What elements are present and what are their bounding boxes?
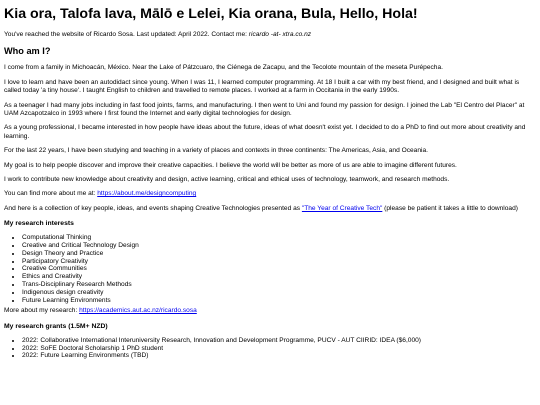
page-title: Kia ora, Talofa lava, Mālō e Lelei, Kia orana, Bula, Hello, Hola! xyxy=(4,6,418,22)
creative-tech-text: And here is a collection of key people, ideas, and events shaping Creative Technologies presented as xyxy=(4,204,302,212)
contact-email: ricardo -at- xtra.co.nz xyxy=(248,31,312,38)
list-item: • Design Theory and Practice xyxy=(22,250,536,258)
about-me-link[interactable]: https://about.me/designcomputing xyxy=(97,190,197,198)
list-item: • 2022: Future Learning Environments (TBD) xyxy=(22,352,536,360)
more-research-text: More about my research: xyxy=(4,307,80,315)
intro-text: You've reached the website of Ricardo Sosa. Last updated: April 2022. Contact me: xyxy=(4,31,249,38)
list-item: • Ethics and Creativity xyxy=(22,273,536,281)
list-item: • Trans-Disciplinary Research Methods xyxy=(22,281,536,289)
list-item: • Future Learning Environments xyxy=(22,297,536,305)
bio-paragraph-phd: As a young professional, I became interested in how people have ideas about the future, ideas of what doesn't exist yet. I decided to do a PhD to find out more about creativity and learning. xyxy=(4,124,526,140)
bio-paragraph-work: I work to contribute new knowledge about creativity and design, active learning, critical and ethical uses of technology, teamwork, and research methods. xyxy=(4,176,450,184)
research-grants-heading: My research grants (1.5M+ NZD) xyxy=(4,322,108,330)
research-interests-heading: My research interests xyxy=(4,220,74,228)
who-am-i-heading: Who am I? xyxy=(4,46,51,57)
list-item: • Computational Thinking xyxy=(22,234,536,242)
research-grants-list xyxy=(4,337,536,360)
year-of-creative-tech-link[interactable]: "The Year of Creative Tech" xyxy=(301,204,383,212)
bio-paragraph-creative-tech xyxy=(4,205,536,213)
bio-paragraph-goal: My goal is to help people discover and improve their creative capacities. I believe the world will be better as more of us are able to imagine different futures. xyxy=(4,161,457,169)
bio-paragraph-origin: I come from a family in Michoacán, México. Near the Lake of Pátzcuaro, the Ciénega de Zacapu, and the Tecolote mountain of the meseta Purépecha. xyxy=(4,64,443,72)
bio-paragraph-learning: I love to learn and have been an autodidact since young. When I was 11, I learned computer programming. At 18 I built a car with my best friend, and I designed and built what is called today 'a tiny house'. I taught English to children and travelled to remote places. I worked at a farm in Occitania in the early 1990s. xyxy=(4,78,520,95)
research-interests-list xyxy=(4,234,536,304)
bio-paragraph-career: For the last 22 years, I have been studying and teaching in a variety of places and contexts in three continents: The Americas, Asia, and Oceania. xyxy=(4,147,428,155)
list-item: • Creative and Critical Technology Design xyxy=(22,242,536,250)
creative-tech-note: (please be patient it takes a little to download) xyxy=(382,204,518,212)
bio-paragraph-more xyxy=(4,190,536,198)
bio-paragraph-jobs: As a teenager I had many jobs including in fast food joints, farms, and manufacturing. I then went to Uni and found my passion for design. I joined the Lab "El Centro del Placer" at UAM Azcapotzalco in 1993 where I first found the Internet and early digital technologies for design. xyxy=(4,101,525,118)
list-item: • 2022: Collaborative International Interuniversity Research, Innovation and Development Programme, PUCV - AUT CIIRID: IDEA ($6,000) xyxy=(22,337,536,345)
list-item: • Participatory Creativity xyxy=(22,258,536,266)
list-item: • 2022: SoFE Doctoral Scholarship 1 PhD student xyxy=(22,345,536,353)
list-item: • Creative Communities xyxy=(22,265,536,273)
research-profile-link[interactable]: https://academics.aut.ac.nz/ricardo.sosa xyxy=(79,307,197,315)
intro-line xyxy=(4,31,536,39)
more-about-me-text: You can find more about me at: xyxy=(4,190,98,198)
list-item: • Indigenous design creativity xyxy=(22,289,536,297)
more-research-line xyxy=(4,307,536,315)
